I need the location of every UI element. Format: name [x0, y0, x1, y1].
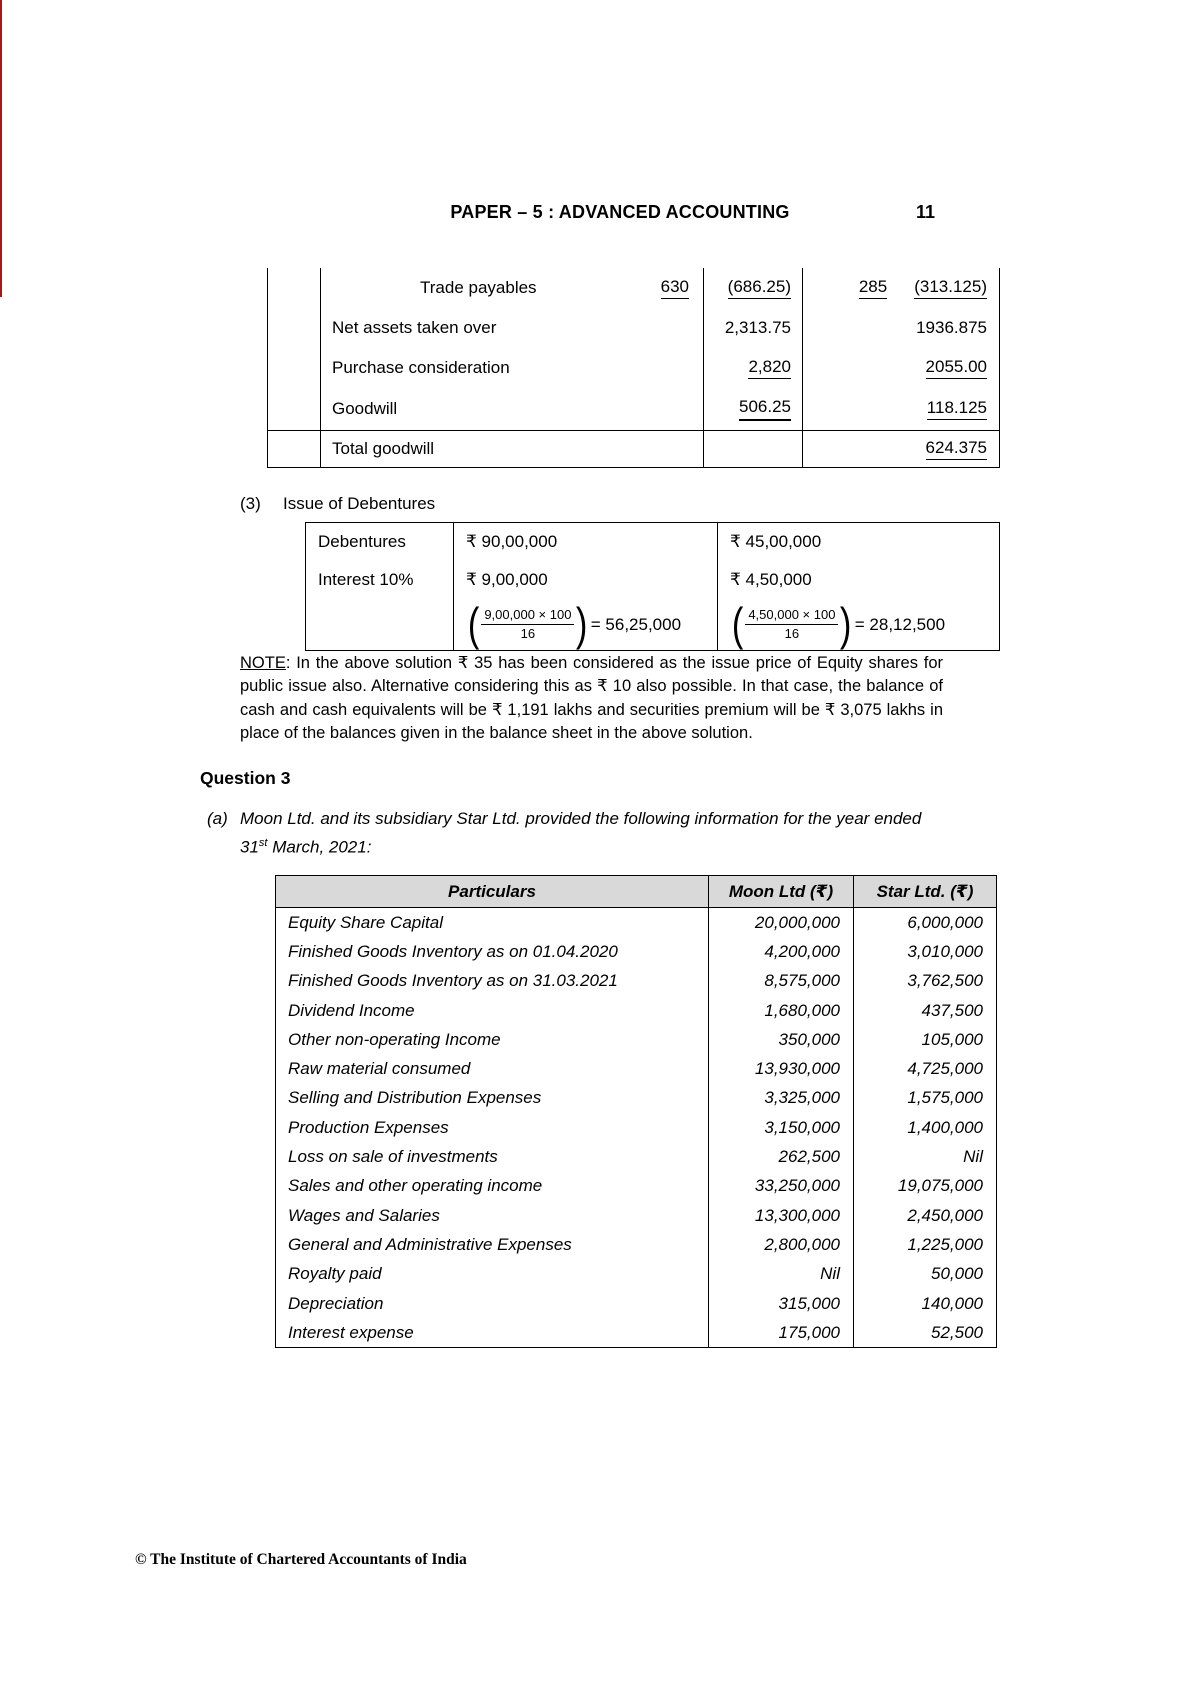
- amount: 2,313.75: [724, 318, 791, 337]
- row-label: Wages and Salaries: [288, 1205, 440, 1225]
- row-label: Trade payables: [420, 278, 537, 297]
- table-row: [276, 1142, 996, 1171]
- star-value: 2,450,000: [853, 1201, 996, 1230]
- question-intro: [240, 806, 945, 860]
- label-amount-cell: [321, 268, 703, 308]
- page-number: 11: [916, 202, 936, 222]
- star-value: 1,225,000: [853, 1230, 996, 1259]
- table-header-row: [276, 876, 996, 908]
- question-heading: Question 3: [200, 768, 291, 788]
- table-row: [267, 308, 1000, 348]
- amount-cell: [803, 388, 1000, 430]
- star-value: 6,000,000: [853, 908, 996, 937]
- formula-result: = 56,25,000: [590, 614, 682, 634]
- empty-cell: [267, 348, 321, 388]
- table-row: [276, 1054, 996, 1083]
- moon-value: 3,150,000: [708, 1113, 853, 1142]
- scan-edge-artifact: [0, 0, 2, 297]
- amount-cell: [803, 348, 1000, 388]
- empty-cell: [267, 308, 321, 348]
- table-row: [306, 561, 999, 599]
- amount: 630: [661, 277, 689, 299]
- table-row: [276, 967, 996, 996]
- question-part-a: [207, 806, 947, 860]
- row-label: Goodwill: [332, 399, 398, 418]
- row-label: Net assets taken over: [332, 318, 497, 337]
- table-row: [306, 523, 999, 561]
- table-row: [276, 1260, 996, 1289]
- amount-cell: ₹ 90,00,000: [453, 523, 717, 561]
- amount-cell: [703, 268, 803, 308]
- label-cell: Debentures: [318, 532, 406, 551]
- table-row: [267, 348, 1000, 388]
- empty-cell: [267, 388, 321, 430]
- amount-cell: [803, 268, 1000, 308]
- intro-line2: [240, 831, 945, 860]
- row-label: General and Administrative Expenses: [288, 1234, 572, 1254]
- star-value: 3,762,500: [853, 967, 996, 996]
- row-label: Equity Share Capital: [288, 912, 443, 932]
- header-star-ltd: Star Ltd. (₹): [853, 876, 996, 907]
- amount-cell: ₹ 9,00,000: [453, 561, 717, 599]
- table-row: [276, 1113, 996, 1142]
- amount-cell: [703, 388, 803, 430]
- label-cell: [321, 308, 703, 348]
- intro-line1: Moon Ltd. and its subsidiary Star Ltd. provided the following information for the year ended: [240, 809, 922, 828]
- note-text: : In the above solution ₹ 35 has been considered as the issue price of Equity shares for public issue also. Alternative considering this as ₹ 10 also possible. In that case, the balance of cash and cash equivalents will be ₹ 1,191 lakhs and securities premium will be ₹ 3,075 lakhs in place of the balances given in the balance sheet in the above solution.: [240, 654, 943, 743]
- label-cell: [321, 348, 703, 388]
- table-row: [276, 996, 996, 1025]
- date-number: 31: [240, 837, 259, 857]
- table-row: [276, 1172, 996, 1201]
- table-row: [276, 1201, 996, 1230]
- star-value: 52,500: [853, 1318, 996, 1347]
- row-label: Royalty paid: [288, 1264, 382, 1284]
- table-row: [267, 388, 1000, 430]
- row-label: Depreciation: [288, 1293, 384, 1313]
- moon-value: 8,575,000: [708, 967, 853, 996]
- date-rest: March, 2021:: [267, 837, 372, 857]
- note-label: NOTE: [240, 654, 286, 672]
- star-value: 1,400,000: [853, 1113, 996, 1142]
- moon-value: 315,000: [708, 1289, 853, 1318]
- moon-value: 33,250,000: [708, 1172, 853, 1201]
- row-label: Loss on sale of investments: [288, 1147, 498, 1167]
- moon-value: 175,000: [708, 1318, 853, 1347]
- row-label: Dividend Income: [288, 1000, 415, 1020]
- table-row: [276, 937, 996, 966]
- label-cell: Interest 10%: [318, 570, 414, 589]
- amount: 2,820: [748, 357, 791, 379]
- empty-cell: [267, 268, 321, 308]
- amount: (686.25): [728, 277, 791, 299]
- open-paren: (: [731, 597, 744, 650]
- formula-result: = 28,12,500: [854, 614, 946, 634]
- row-label: Total goodwill: [332, 439, 435, 458]
- note-paragraph: [240, 652, 943, 746]
- moon-value: 350,000: [708, 1025, 853, 1054]
- fraction: [745, 607, 838, 643]
- table-row: [276, 908, 996, 937]
- star-value: 105,000: [853, 1025, 996, 1054]
- row-label: Finished Goods Inventory as on 31.03.2021: [288, 971, 618, 991]
- part-label: (a): [207, 809, 228, 828]
- star-value: 3,010,000: [853, 937, 996, 966]
- amount-cell: ₹ 4,50,000: [717, 561, 999, 599]
- row-label: Production Expenses: [288, 1117, 449, 1137]
- section-heading: [240, 494, 435, 514]
- star-value: 19,075,000: [853, 1172, 996, 1201]
- empty-cell: [267, 431, 321, 467]
- star-value: 140,000: [853, 1289, 996, 1318]
- amount-cell: ₹ 45,00,000: [717, 523, 999, 561]
- table-row: [276, 1289, 996, 1318]
- amount: 2055.00: [926, 357, 987, 379]
- amount: 285: [859, 277, 887, 299]
- denominator: 16: [520, 626, 536, 641]
- numerator: 4,50,000 × 100: [745, 607, 838, 625]
- fraction: [481, 607, 574, 643]
- star-value: Nil: [853, 1142, 996, 1171]
- moon-value: 4,200,000: [708, 937, 853, 966]
- interest-formula: [730, 597, 946, 650]
- row-label: Selling and Distribution Expenses: [288, 1088, 542, 1108]
- star-value: 1,575,000: [853, 1084, 996, 1113]
- formula-cell: [717, 599, 999, 650]
- date-ordinal: st: [258, 837, 268, 849]
- star-value: 4,725,000: [853, 1054, 996, 1083]
- section-number: (3): [240, 494, 261, 513]
- close-paren: ): [576, 597, 588, 650]
- moon-value: Nil: [708, 1260, 853, 1289]
- header-particulars: Particulars: [448, 881, 536, 901]
- denominator: 16: [784, 626, 800, 641]
- row-label: Sales and other operating income: [288, 1176, 543, 1196]
- empty-cell: [306, 599, 453, 650]
- copyright-footer: © The Institute of Chartered Accountants of India: [135, 1551, 467, 1568]
- open-paren: (: [467, 597, 480, 650]
- empty-cell: [703, 431, 803, 467]
- row-label: Other non-operating Income: [288, 1029, 501, 1049]
- moon-value: 2,800,000: [708, 1230, 853, 1259]
- table-row: [276, 1084, 996, 1113]
- amount: 118.125: [927, 398, 987, 420]
- amount-cell: [703, 308, 803, 348]
- amount-cell: [803, 431, 1000, 467]
- star-value: 437,500: [853, 996, 996, 1025]
- row-label: Finished Goods Inventory as on 01.04.2020: [288, 941, 618, 961]
- table-row: [276, 1025, 996, 1054]
- page-title: PAPER – 5 : ADVANCED ACCOUNTING: [450, 202, 790, 222]
- label-cell: [321, 388, 703, 430]
- interest-formula: [466, 597, 682, 650]
- moon-value: 13,930,000: [708, 1054, 853, 1083]
- header-moon-ltd: Moon Ltd (₹): [708, 876, 853, 907]
- table-row: [276, 1230, 996, 1259]
- goodwill-table: [267, 268, 1000, 468]
- moon-value: 3,325,000: [708, 1084, 853, 1113]
- amount: 506.25: [739, 397, 791, 421]
- row-label: Purchase consideration: [332, 358, 510, 377]
- moon-star-table: [275, 875, 997, 1348]
- label-cell: [321, 431, 703, 467]
- amount: 1936.875: [916, 318, 987, 337]
- amount: (313.125): [914, 277, 987, 299]
- section-title: Issue of Debentures: [283, 494, 436, 513]
- table-row: [306, 599, 999, 650]
- amount-cell: [703, 348, 803, 388]
- table-row: [267, 430, 1000, 467]
- numerator: 9,00,000 × 100: [481, 607, 574, 625]
- row-label: Interest expense: [288, 1322, 414, 1342]
- table-row: [267, 268, 1000, 308]
- star-value: 50,000: [853, 1260, 996, 1289]
- row-label: Raw material consumed: [288, 1059, 471, 1079]
- formula-cell: [453, 599, 717, 650]
- amount: 624.375: [926, 438, 987, 460]
- amount-cell: [803, 308, 1000, 348]
- moon-value: 20,000,000: [708, 908, 853, 937]
- table-row: [276, 1318, 996, 1347]
- moon-value: 1,680,000: [708, 996, 853, 1025]
- close-paren: ): [840, 597, 852, 650]
- debentures-table: [305, 522, 1000, 651]
- moon-value: 262,500: [708, 1142, 853, 1171]
- moon-value: 13,300,000: [708, 1201, 853, 1230]
